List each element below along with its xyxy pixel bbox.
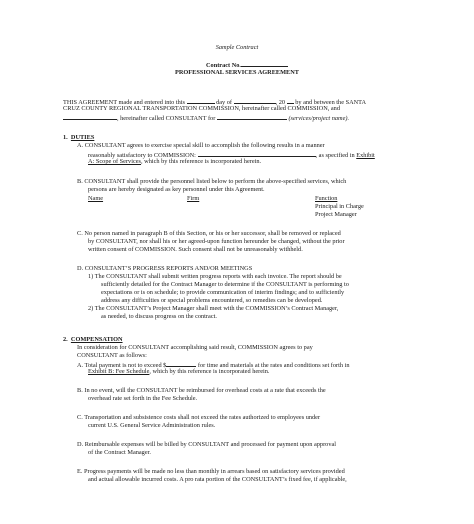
duties-d1-line-3: expectations or is on schedule; to provide communication of interim findings; and to sufficiently xyxy=(101,289,345,296)
personnel-function-1: Principal in Charge xyxy=(315,203,364,210)
intro-month-blank xyxy=(234,97,276,104)
comp-c-line-2: current U.S. General Service Administration rules. xyxy=(88,422,216,429)
duties-c-line-3: written consent of COMMISSION. Such consent shall not be unreasonably withheld. xyxy=(88,246,303,253)
intro-day-blank xyxy=(187,97,215,104)
personnel-function-2: Project Manager xyxy=(315,211,357,218)
exhibit-a-link: A: Scope of Services xyxy=(88,158,141,165)
section-1-heading xyxy=(63,134,94,142)
duties-d2-line-2: as needed, to discuss progress on the contract. xyxy=(101,313,217,320)
comp-intro-line-2: CONSULTANT as follows: xyxy=(77,352,147,359)
intro-text-a: THIS AGREEMENT made and entered into this xyxy=(63,99,185,106)
comp-b-line-2: overhead rate set forth in the Fee Schedule. xyxy=(88,395,198,402)
section-1-number: 1. xyxy=(63,134,68,141)
duties-d1-line-2: sufficiently detailed for the Contract Manager to determine if the CONSULTANT is performing to xyxy=(101,281,349,288)
comp-e-line-2: and actual allowable incurred costs. A pro rata portion of the CONSULTANT’s fixed fee, if applicable, xyxy=(88,476,347,483)
comp-d-line-1: D. Reimbursable expenses will be billed by CONSULTANT and processed for payment upon approval xyxy=(77,441,337,448)
comp-b-line-1: B. In no event, will the CONSULTANT be reimbursed for overhead costs at a rate that exceeds the xyxy=(77,387,326,394)
intro-line-3 xyxy=(63,113,349,123)
section-2-heading xyxy=(63,336,123,344)
duties-c-line-2: by CONSULTANT, nor shall his or her agreed-upon function hereunder be changed, without the prior xyxy=(88,238,345,245)
section-2-title: COMPENSATION xyxy=(70,336,123,343)
intro-project-hint: (services/project name). xyxy=(288,115,350,122)
comp-a-tail: , which by this reference is incorporated herein. xyxy=(149,368,270,375)
agreement-title: PROFESSIONAL SERVICES AGREEMENT xyxy=(175,69,299,76)
exhibit-b-link: Exhibit B: Fee Schedule xyxy=(88,368,150,375)
contract-number-label: Contract No. xyxy=(206,62,241,69)
sample-contract-label: Sample Contract xyxy=(215,44,259,51)
intro-year-blank xyxy=(287,97,294,104)
duties-exhibit-label: Exhibit xyxy=(356,152,375,159)
duties-d1-line-4: address any difficulties or special problems encountered, so remedies can be developed. xyxy=(101,297,323,304)
comp-amount-blank xyxy=(166,360,196,367)
comp-a-rates: for time and materials at the rates and conditions set forth in xyxy=(197,362,350,369)
duties-a-spec: , as specified in xyxy=(315,152,355,159)
duties-a-tail: , which by this reference is incorporated herein. xyxy=(141,158,262,165)
duties-b-line-1: B. CONSULTANT shall provide the personnel listed below to perform the above-specified services, which xyxy=(77,178,347,185)
duties-a-line-1: A. CONSULTANT agrees to exercise special skill to accomplish the following results in a manner xyxy=(77,142,325,149)
comp-a-line-2 xyxy=(88,368,270,376)
consultant-name-blank xyxy=(63,113,117,120)
duties-a-text: reasonably satisfactory to COMMISSION: xyxy=(88,152,196,159)
personnel-col-function: Function xyxy=(315,195,338,202)
personnel-col-firm: Firm xyxy=(187,195,200,202)
contract-number-blank xyxy=(241,60,288,67)
duties-b-line-2: persons are hereby designated as key personnel under this Agreement. xyxy=(88,186,265,193)
project-name-blank xyxy=(217,113,287,120)
duties-result-blank xyxy=(198,150,316,157)
comp-d-line-2: of the Contract Manager. xyxy=(88,449,151,456)
comp-intro-line-1: In consideration for CONSULTANT accomplishing said result, COMMISSION agrees to pay xyxy=(77,344,313,351)
intro-text-c: , 20 xyxy=(275,99,286,106)
intro-text-b: day of xyxy=(216,99,233,106)
personnel-col-name: Name xyxy=(88,195,104,202)
duties-c-line-1: C. No person named in paragraph B of this Section, or his or her successor, shall be removed or replaced xyxy=(77,230,341,237)
intro-text-e: , hereinafter called CONSULTANT for xyxy=(117,115,216,122)
intro-line-2: CRUZ COUNTY REGIONAL TRANSPORTATION COMMISSION, hereinafter called COMMISSION, and xyxy=(63,105,340,112)
section-1-title: DUTIES xyxy=(70,134,95,141)
intro-text-d: by and between the SANTA xyxy=(295,99,367,106)
duties-d1-line-1: 1) The CONSULTANT shall submit written progress reports with each invoice. The report should be xyxy=(88,273,342,280)
section-2-number: 2. xyxy=(63,336,68,343)
duties-d2-line-1: 2) The CONSULTANT’s Project Manager shall meet with the COMMISSION’s Contract Manager, xyxy=(88,305,339,312)
duties-d-title: D. CONSULTANT’S PROGRESS REPORTS AND/OR MEETINGS xyxy=(77,265,253,272)
comp-a-text: A. Total payment is not to exceed $ xyxy=(77,362,167,369)
duties-a-line-3 xyxy=(88,158,261,166)
comp-e-line-1: E. Progress payments will be made no less than monthly in arrears based on satisfactory services provided xyxy=(77,468,345,475)
comp-c-line-1: C. Transportation and subsistence costs shall not exceed the rates authorized to employees under xyxy=(77,414,321,421)
